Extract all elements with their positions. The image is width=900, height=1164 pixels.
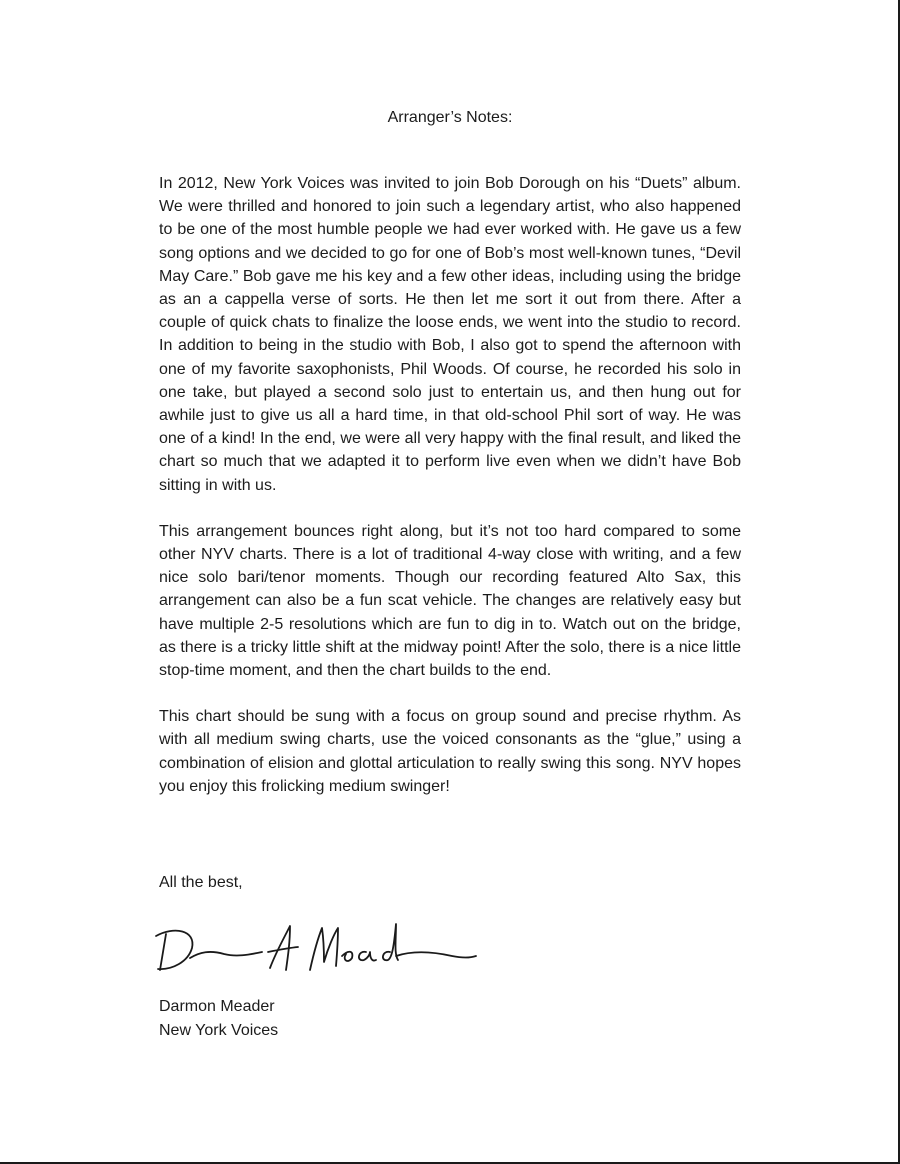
author-block [159,995,278,1042]
document-title: Arranger’s Notes: [387,109,513,126]
author-organization: New York Voices [159,1021,279,1039]
document-body [159,172,741,821]
paragraph-3: This chart should be sung with a focus on group sound and precise rhythm. As with all medium swing charts, use the voiced consonants as the “glue,” using a combination of elision and glottal articulation to really swing this song. NYV hopes you enjoy this frolicking medium swinger! [159,708,741,795]
paragraph-1: In 2012, New York Voices was invited to join Bob Dorough on his “Duets” album. We were thrilled and honored to join such a legendary artist, who also happened to be one of the most humble people we had ever worked with. He gave us a few song options and we decided to go for one of Bob’s most well-known tunes, “Devil May Care.” Bob gave me his key and a few other ideas, including using the bridge as an a cappella verse of sorts. He then let me sort it out from there. After a couple of quick chats to finalize the loose ends, we went into the studio to record. In addition to being in the studio with Bob, I also got to spend the afternoon with one of my favorite saxophonists, Phil Woods. Of course, he recorded his solo in one take, but played a second solo just to entertain us, and then hung out for awhile just to give us all a hard time, in that old-school Phil sort of way. He was one of a kind! In the end, we were all very happy with the final result, and liked the chart so much that we adapted it to perform live even when we didn’t have Bob sitting in with us. [159,175,741,494]
paragraph-2: This arrangement bounces right along, but it’s not too hard compared to some other NYV charts. There is a lot of traditional 4-way close with writing, and a few nice solo bari/tenor moments. Though our recording featured Alto Sax, this arrangement can also be a fun scat vehicle. The changes are relatively easy but have multiple 2-5 resolutions which are fun to dig in to. Watch out on the bridge, as there is a tricky little shift at the midway point! After the solo, there is a nice little stop-time moment, and then the chart builds to the end. [159,522,741,680]
author-name: Darmon Meader [159,998,275,1015]
closing-salutation: All the best, [159,874,243,891]
handwritten-signature [152,912,482,978]
